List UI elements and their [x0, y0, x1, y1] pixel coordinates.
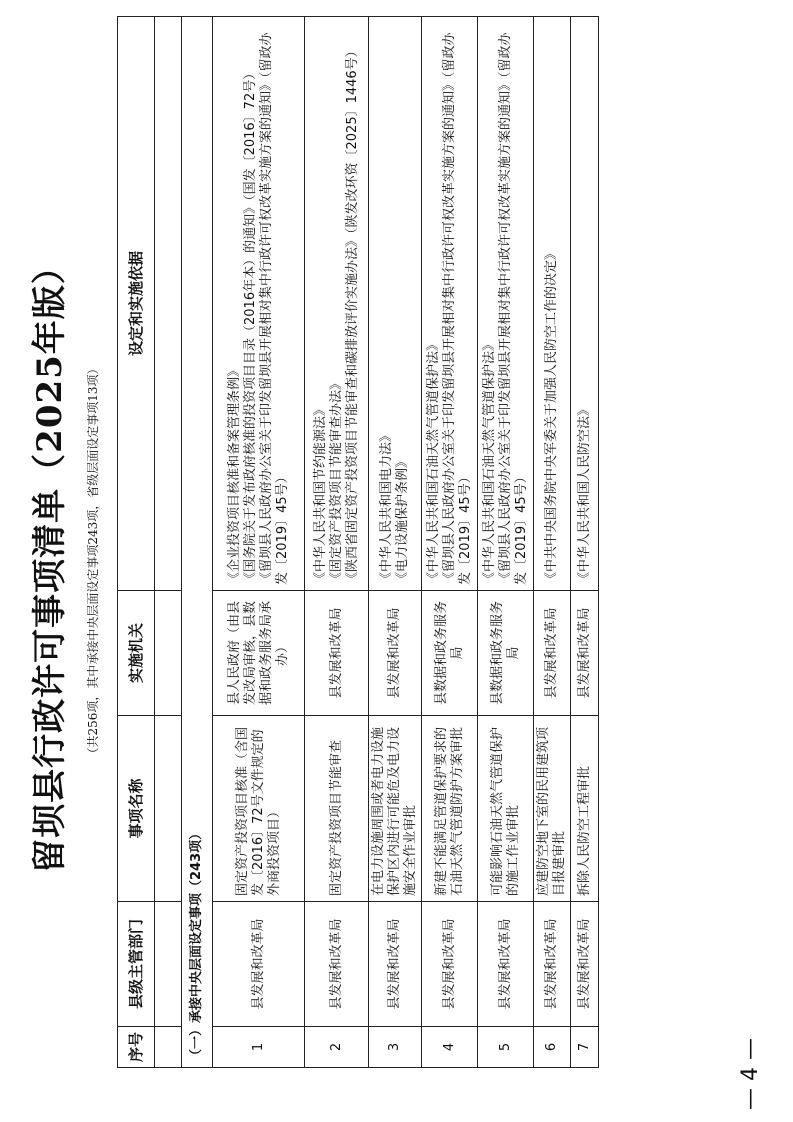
row-dept: 县发展和改革局 — [213, 902, 305, 1027]
table-row — [534, 17, 571, 1068]
header-seq: 序号 — [118, 1027, 155, 1068]
table-row — [369, 17, 422, 1068]
row-seq: 1 — [213, 1027, 305, 1068]
row-dept: 县发展和改革局 — [478, 902, 534, 1027]
basis-line: 《国务院关于发布政府核准的投资项目目录（2016年本）的通知》（国发〔2016〕72号） — [242, 66, 258, 585]
basis-line: 《留坝县人民政府办公室关于印发留坝县开展相对集中行政许可权改革实施方案的通知》（留政办发〔2019〕45号） — [497, 32, 529, 585]
row-item-name: 拆除人民防空工程审批 — [571, 716, 599, 902]
row-item-name: 新建不能满足管道保护要求的石油天然气管道防护方案审批 — [422, 716, 478, 902]
row-dept: 县发展和改革局 — [305, 902, 369, 1027]
table-row — [213, 17, 305, 1068]
header-item: 事项名称 — [118, 716, 155, 902]
basis-line: 《中共中央国务院中央军委关于加强人民防空工作的决定》 — [544, 246, 559, 585]
row-basis — [478, 17, 534, 591]
blank-cell — [155, 902, 182, 1027]
row-basis — [369, 17, 422, 591]
basis-line: 《中华人民共和国电力法》 — [379, 428, 394, 585]
table-row — [422, 17, 478, 1068]
row-dept: 县发展和改革局 — [534, 902, 571, 1027]
row-dept: 县发展和改革局 — [369, 902, 422, 1027]
blank-row — [155, 17, 182, 1068]
blank-cell — [155, 17, 182, 591]
table-row — [305, 17, 369, 1068]
row-agency: 县发展和改革局 — [534, 591, 571, 716]
basis-line: 《留坝县人民政府办公室关于印发留坝县开展相对集中行政许可权改革实施方案的通知》（留政办发〔2019〕45号） — [258, 32, 290, 585]
basis-line: 《固定资产投资项目节能审查办法》 — [328, 376, 344, 585]
basis-line: 《中华人民共和国石油天然气管道保护法》 — [481, 337, 497, 585]
row-seq: 5 — [478, 1027, 534, 1068]
section-title: （一）承接中央层面设定事项（243项） — [182, 17, 213, 1068]
table-row — [478, 17, 534, 1068]
header-basis: 设定和实施依据 — [118, 17, 155, 591]
row-item-name: 应建防空地下室的民用建筑项目报建审批 — [534, 716, 571, 902]
row-basis — [305, 17, 369, 591]
section-row — [182, 17, 213, 1068]
basis-line: 《企业投资项目核准和备案管理条例》 — [226, 363, 242, 585]
row-basis — [534, 17, 571, 591]
row-agency: 县数据和政务服务局 — [478, 591, 534, 716]
document-title: 留坝县行政许可事项清单（2025年版） — [30, 249, 70, 873]
row-item-name: 固定资产投资项目核准（含国发〔2016〕72号文件规定的外商投资项目） — [213, 716, 305, 902]
row-item-name: 可能影响石油天然气管道保护的施工作业审批 — [478, 716, 534, 902]
row-agency: 县数据和政务服务局 — [422, 591, 478, 716]
row-item-name: 在电力设施周围或者电力设施保护区内进行可能危及电力设施安全作业审批 — [369, 716, 422, 902]
basis-line: 《陕西省固定资产投资项目节能审查和碳排放评价实施办法》（陕发改环资〔2025〕1446号） — [344, 44, 360, 585]
basis-line: 《电力设施保护条例》 — [395, 454, 410, 585]
row-dept: 县发展和改革局 — [422, 902, 478, 1027]
row-item-name: 固定资产投资项目节能审查 — [305, 716, 369, 902]
permit-table — [117, 16, 599, 1068]
row-seq: 6 — [534, 1027, 571, 1068]
row-basis — [571, 17, 599, 591]
row-seq: 3 — [369, 1027, 422, 1068]
basis-line: 《中华人民共和国石油天然气管道保护法》 — [425, 337, 441, 585]
row-agency: 县发展和改革局 — [305, 591, 369, 716]
basis-line: 《留坝县人民政府办公室关于印发留坝县开展相对集中行政许可权改革实施方案的通知》（留政办发〔2019〕45号） — [441, 32, 473, 585]
row-dept: 县发展和改革局 — [571, 902, 599, 1027]
basis-line: 《中华人民共和国人民防空法》 — [576, 402, 592, 585]
blank-cell — [155, 1027, 182, 1068]
header-dept: 县级主管部门 — [118, 902, 155, 1027]
row-agency: 县人民政府（由县发改局审核，县数据和政务服务局承办） — [213, 591, 305, 716]
row-basis — [422, 17, 478, 591]
table-row — [571, 17, 599, 1068]
row-seq: 2 — [305, 1027, 369, 1068]
header-agency: 实施机关 — [118, 591, 155, 716]
row-agency: 县发展和改革局 — [369, 591, 422, 716]
blank-cell — [155, 716, 182, 902]
row-seq: 4 — [422, 1027, 478, 1068]
document-subtitle: （共256项，其中承接中央层面设定事项243项，省级层面设定事项13项） — [86, 362, 100, 760]
table-header-row — [118, 17, 155, 1068]
page-number: — 4 — — [738, 1038, 763, 1110]
blank-cell — [155, 591, 182, 716]
row-agency: 县发展和改革局 — [571, 591, 599, 716]
row-seq: 7 — [571, 1027, 599, 1068]
basis-line: 《中华人民共和国节约能源法》 — [312, 402, 328, 585]
row-basis — [213, 17, 305, 591]
